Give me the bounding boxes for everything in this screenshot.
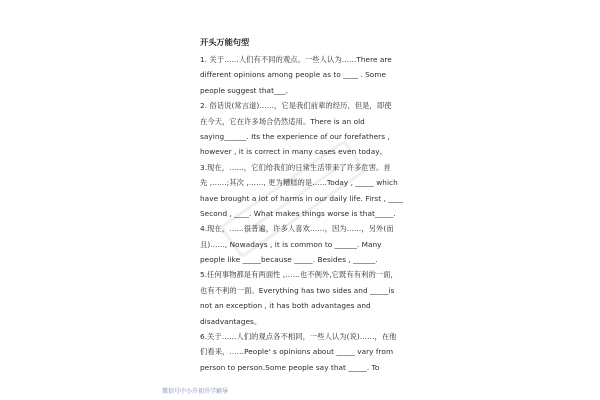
- text-line: people like _____because _____. Besides , ______.: [200, 255, 378, 265]
- text-line: saying______. Its the experience of our forefathers ,: [200, 131, 390, 141]
- text-line: different opinions among people as to ____ . Some: [200, 70, 387, 80]
- text-line: Second , ____. What makes things worse is that_____.: [200, 208, 396, 218]
- text-line: 在今天，它在许多场合仍然适用。There is an old: [200, 116, 365, 126]
- text-line: 且)……, Nowadays , it is common to ______. Many: [200, 239, 382, 249]
- text-line: 4.现在，……很普遍，许多人喜欢……，因为……，另外(而: [200, 224, 394, 234]
- text-line: 1. 关于……人们有不同的观点。一些人认为……There are: [200, 55, 392, 64]
- document-body: [200, 52, 405, 375]
- document-title: 开头万能句型: [200, 37, 250, 47]
- document-content: [200, 36, 405, 375]
- text-line: disadvantages。: [200, 316, 262, 326]
- text-line: however , it is correct in many cases even today。: [200, 147, 387, 157]
- text-line: 6.关于……人们的观点各不相同，一些人认为(说)……，在他: [200, 332, 397, 342]
- footer-source-label: 微信号中小升初升学辅导: [162, 388, 229, 395]
- text-line: 3.现在，……，它们给我们的日常生活带来了许多危害。首: [200, 162, 391, 172]
- text-line: 先 ,……;其次 ,……, 更为糟糕的是……Today , _____ which: [200, 178, 398, 188]
- text-line: 们看来，……People' s opinions about _____ vary from: [200, 347, 394, 357]
- text-line: have brought a lot of harms in our daily life. First , ____: [200, 193, 404, 203]
- text-line: 也有不利的一面。Everything has two sides and _____is: [200, 285, 395, 295]
- text-line: people suggest that___。: [200, 85, 293, 95]
- text-line: person to person.Some people say that _____. To: [200, 362, 380, 372]
- text-line: 5.任何事物都是有两面性 ,……也不例外,它既有有利的一面，: [200, 270, 398, 280]
- text-line: not an exception , it has both advantages and: [200, 301, 371, 311]
- text-line: 2. 俗话说(常言道)……，它是我们前辈的经历，但是，即使: [200, 101, 392, 111]
